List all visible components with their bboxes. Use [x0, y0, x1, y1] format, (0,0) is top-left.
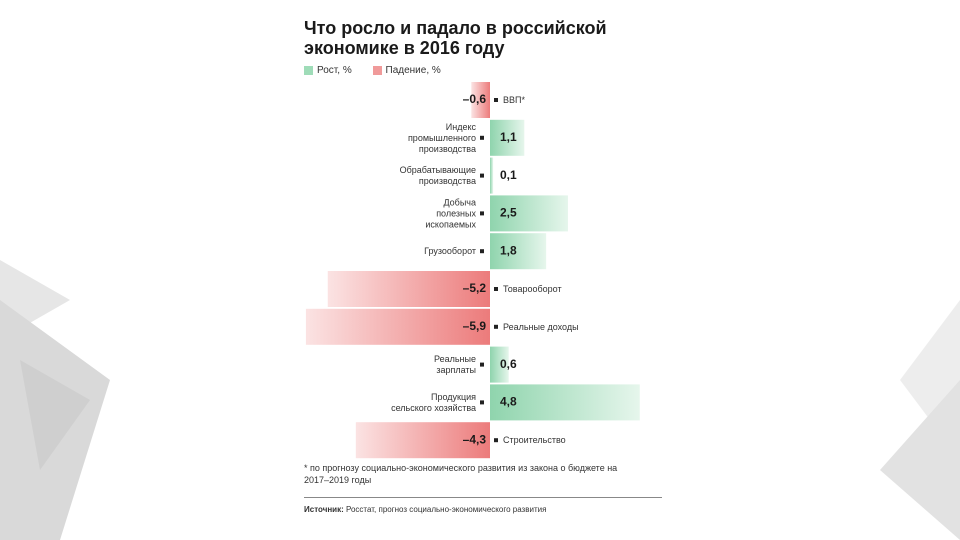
- row-marker-7: [480, 363, 484, 367]
- category-label-0-line-0: ВВП*: [503, 95, 525, 105]
- row-marker-2: [480, 174, 484, 178]
- category-label-6-line-0: Реальные доходы: [503, 321, 579, 332]
- row-marker-0: [494, 98, 498, 102]
- source-note: [304, 505, 546, 514]
- bar-4: [490, 233, 546, 269]
- category-label-8-line-0: Продукция: [430, 391, 476, 402]
- row-marker-1: [480, 136, 484, 140]
- bar-chart: [296, 12, 666, 462]
- legend-label-decline: Падение, %: [385, 65, 441, 76]
- value-label-4: 1,8: [500, 243, 517, 258]
- divider: [304, 497, 662, 498]
- value-label-7: 0,6: [500, 356, 517, 371]
- row-marker-8: [480, 400, 484, 404]
- category-label-1-line-2: производства: [418, 143, 476, 154]
- category-label-0: [503, 95, 525, 105]
- value-label-8: 4,8: [500, 394, 517, 409]
- value-label-9: –4,3: [462, 432, 486, 447]
- category-label-9-line-0: Строительство: [503, 435, 566, 446]
- row-marker-9: [494, 438, 498, 442]
- value-label-3: 2,5: [500, 205, 517, 220]
- source-text: Росстат, прогноз социально-экономического развития: [343, 505, 547, 514]
- category-label-3: [425, 197, 476, 229]
- category-label-3-line-1: полезных: [436, 208, 476, 219]
- category-label-6: [503, 322, 579, 332]
- source-prefix: Источник:: [304, 505, 344, 514]
- legend-label-growth: Рост, %: [317, 65, 352, 76]
- footnote: * по прогнозу социально-экономического развития из закона о бюджете на 2017–2019 годы: [304, 463, 618, 485]
- value-label-6: –5,9: [462, 318, 486, 333]
- category-label-1: [408, 122, 477, 154]
- category-label-2-line-1: производства: [418, 176, 476, 187]
- row-marker-5: [494, 287, 498, 291]
- value-label-0: –0,6: [462, 92, 486, 107]
- value-label-2: 0,1: [500, 167, 517, 182]
- category-label-8-line-1: сельского хозяйства: [391, 402, 476, 413]
- row-marker-3: [480, 211, 484, 215]
- category-label-7: [434, 354, 476, 375]
- category-label-4: [424, 246, 476, 256]
- value-label-5: –5,2: [462, 281, 486, 296]
- value-label-1: 1,1: [500, 129, 517, 144]
- category-label-3-line-2: ископаемых: [425, 219, 476, 230]
- infographic-card: [296, 12, 666, 522]
- category-label-9: [503, 435, 566, 445]
- category-label-7-line-1: зарплаты: [436, 365, 476, 376]
- row-marker-6: [494, 325, 498, 329]
- row-marker-4: [480, 249, 484, 253]
- category-label-3-line-0: Добыча: [443, 197, 476, 208]
- category-label-5-line-0: Товарооборот: [503, 284, 562, 294]
- category-label-1-line-0: Индекс: [445, 121, 476, 132]
- category-label-5: [503, 284, 562, 294]
- category-label-7-line-0: Реальные: [433, 354, 476, 365]
- category-label-4-line-0: Грузооборот: [424, 246, 476, 257]
- title-line-2: экономике в 2016 году: [304, 38, 505, 58]
- category-label-2: [400, 165, 476, 186]
- category-label-1-line-1: промышленного: [407, 132, 476, 143]
- category-label-8: [391, 392, 476, 413]
- bar-2: [490, 158, 493, 194]
- title-line-1: Что росло и падало в российской: [304, 18, 607, 38]
- category-label-2-line-0: Обрабатывающие: [399, 165, 476, 176]
